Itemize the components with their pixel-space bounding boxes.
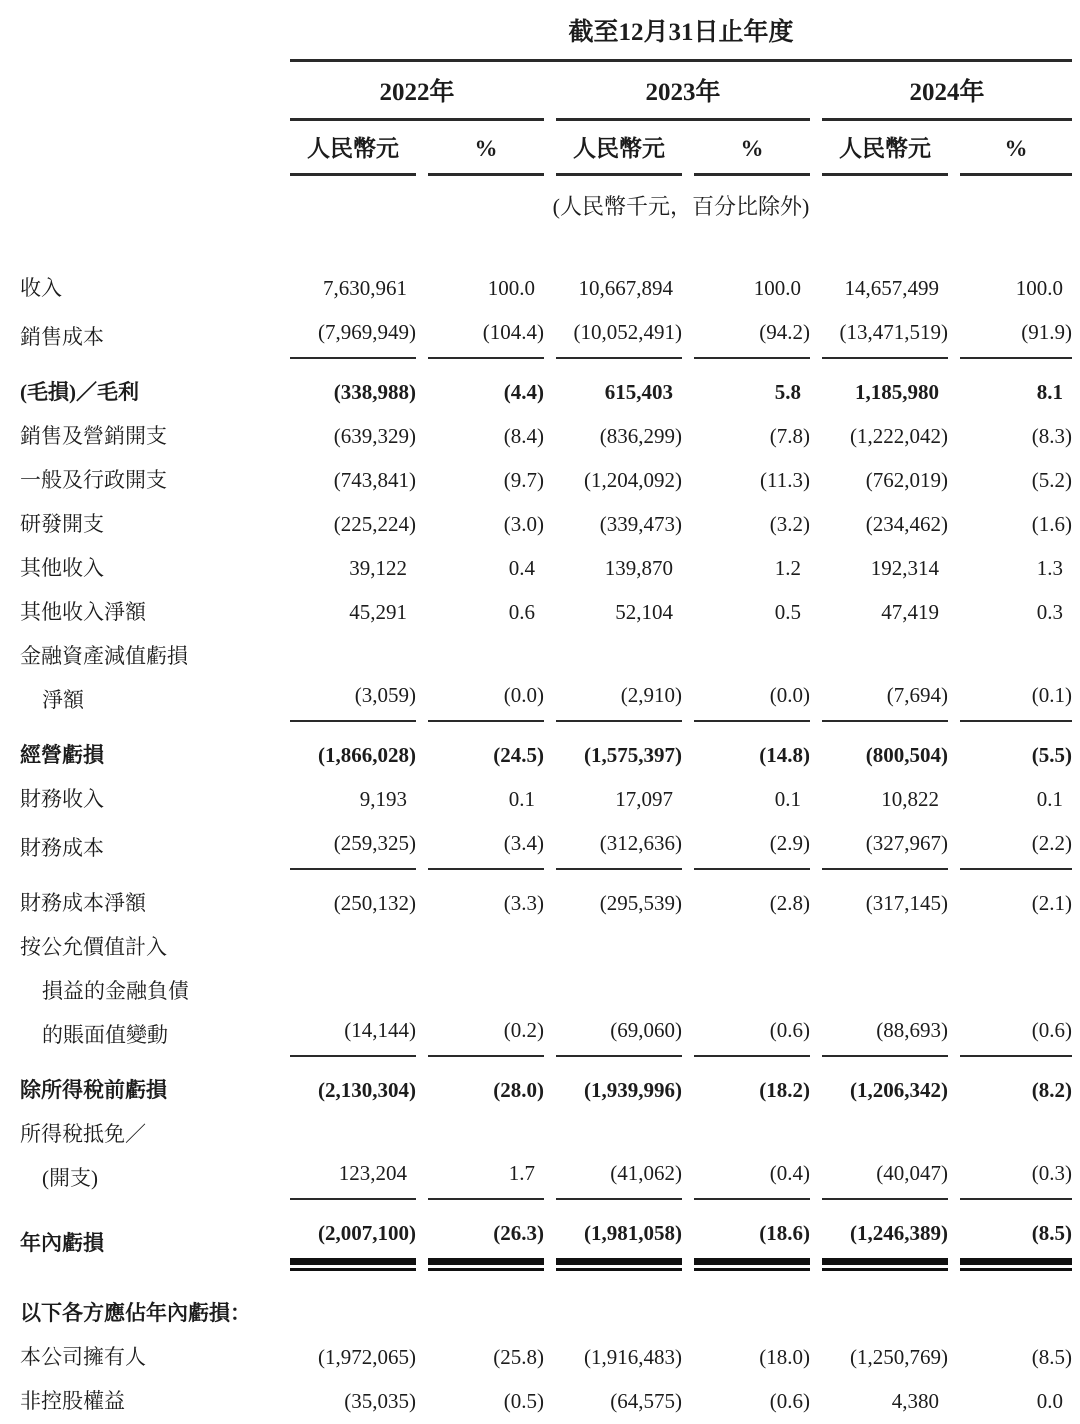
value-cell: (10,052,491) [556,310,682,359]
subheader-percent-2024: % [960,136,1072,176]
value-cell: (41,062) [556,1151,682,1200]
value-cell: 4,380 [891,1389,939,1413]
table-unit-note-row [20,194,1072,220]
row-label-line: 研發開支 [20,512,104,536]
row-label [20,634,278,722]
table-row [20,733,1072,777]
value-cell: (28.0) [493,1078,544,1102]
value-cell: (3.3) [503,891,544,915]
value-cell: (35,035) [344,1389,416,1413]
value-cell: (4.4) [503,380,544,404]
row-label [20,1068,278,1112]
table-row [20,881,1072,925]
value-cell: (3.4) [428,821,544,870]
value-cell: (800,504) [865,743,948,767]
value-cell: 9,193 [359,787,407,811]
table-body [20,266,1072,1423]
row-label [20,826,278,870]
value-cell: (40,047) [822,1151,948,1200]
value-cell: (3,059) [290,673,416,722]
row-label-line: 非控股權益 [20,1389,125,1413]
table-row [20,1335,1072,1379]
value-cell: (250,132) [333,891,416,915]
value-cell: (1,575,397) [584,743,682,767]
value-cell: (8.2) [1031,1078,1072,1102]
table-header-period [20,18,1072,62]
row-label-line: 經營虧損 [20,743,104,767]
value-cell: (0.6) [769,1389,810,1413]
row-label-line: 財務收入 [20,787,104,811]
subheader-amount-2024: 人民幣元 [822,136,948,176]
value-cell: (18.6) [694,1211,810,1265]
value-cell: 45,291 [349,600,407,624]
value-cell: 47,419 [881,600,939,624]
row-label-line: 銷售及營銷開支 [20,424,167,448]
row-label-line: 財務成本 [20,836,104,860]
value-cell: (18.2) [759,1078,810,1102]
value-cell: 10,667,894 [578,276,673,300]
row-label-line: 除所得稅前虧損 [20,1078,167,1102]
row-label [20,502,278,546]
value-cell: (0.6) [960,1008,1072,1057]
value-cell: 8.1 [1036,380,1063,404]
value-cell: (64,575) [610,1389,682,1413]
year-column-2024: 2024年 [822,79,1072,121]
value-cell: 192,314 [870,556,939,580]
row-label [20,1112,278,1200]
value-cell: 14,657,499 [844,276,939,300]
row-label-line: 金融資產減值虧損 [20,644,188,668]
value-cell: (8.3) [1031,424,1072,448]
value-cell: (0.0) [694,673,810,722]
period-header-label: 截至12月31日止年度 [290,18,1072,62]
value-cell: (1.6) [1031,512,1072,536]
value-cell: (639,329) [333,424,416,448]
row-label-line: 的賬面值變動 [42,1023,168,1047]
value-cell: (1,939,996) [584,1078,682,1102]
table-row [20,634,1072,722]
table-row [20,925,1072,1057]
table-row [20,821,1072,870]
table-row [20,1291,1072,1335]
value-cell: (25.8) [493,1345,544,1369]
value-cell: (0.6) [694,1008,810,1057]
value-cell: (91.9) [960,310,1072,359]
value-cell: 0.1 [508,787,535,811]
row-label [20,1379,278,1423]
value-cell: 0.1 [774,787,801,811]
table-row [20,1211,1072,1265]
row-label-line: 銷售成本 [20,325,104,349]
table-row [20,502,1072,546]
value-cell: 0.4 [508,556,535,580]
value-cell: (104.4) [428,310,544,359]
value-cell: (312,636) [556,821,682,870]
value-cell: (2.2) [960,821,1072,870]
row-label [20,1335,278,1379]
subheader-percent-2023: % [694,136,810,176]
table-row [20,310,1072,359]
value-cell: (18.0) [759,1345,810,1369]
value-cell: (3.0) [503,512,544,536]
row-label [20,1291,278,1335]
value-cell: 0.0 [1036,1389,1063,1413]
value-cell: (0.5) [503,1389,544,1413]
row-label [20,315,278,359]
value-cell: (1,866,028) [318,743,416,767]
value-cell: 123,204 [290,1151,416,1200]
value-cell: (2.8) [769,891,810,915]
row-label [20,458,278,502]
value-cell: (69,060) [556,1008,682,1057]
value-cell: (94.2) [694,310,810,359]
value-cell: 0.1 [1036,787,1063,811]
subheader-amount-2022: 人民幣元 [290,136,416,176]
value-cell: 39,122 [349,556,407,580]
value-cell: (225,224) [333,512,416,536]
year-column-2023: 2023年 [556,79,810,121]
row-label [20,777,278,821]
value-cell: (259,325) [290,821,416,870]
table-row [20,266,1072,310]
row-label-line: 以下各方應佔年內虧損： [20,1301,251,1325]
row-label [20,546,278,590]
value-cell: 615,403 [604,380,673,404]
value-cell: 100.0 [753,276,801,300]
row-label [20,414,278,458]
row-label-line: 其他收入 [20,556,104,580]
row-label-line: 按公允價值計入 [20,935,167,959]
value-cell: (339,473) [599,512,682,536]
value-cell: (1,204,092) [584,468,682,492]
value-cell: (8.5) [1031,1345,1072,1369]
value-cell: (1,981,058) [556,1211,682,1265]
value-cell: (1,250,769) [850,1345,948,1369]
value-cell: 100.0 [1015,276,1063,300]
year-column-2022: 2022年 [290,79,544,121]
value-cell: 100.0 [487,276,535,300]
value-cell: (9.7) [503,468,544,492]
value-cell: (5.5) [1031,743,1072,767]
table-row [20,458,1072,502]
table-header-years [20,79,1072,121]
value-cell: (234,462) [865,512,948,536]
value-cell: 0.6 [508,600,535,624]
row-label-line: (開支) [42,1166,98,1190]
value-cell: (762,019) [865,468,948,492]
value-cell: (7,694) [822,673,948,722]
value-cell: (1,222,042) [850,424,948,448]
table-row [20,1068,1072,1112]
value-cell: (0.0) [428,673,544,722]
row-label-line: 年內虧損 [20,1231,104,1255]
unit-note: (人民幣千元，百分比除外) [552,194,810,219]
row-label [20,1221,278,1265]
row-label-line: 損益的金融負債 [42,979,189,1003]
value-cell: (24.5) [493,743,544,767]
value-cell: (13,471,519) [822,310,948,359]
value-cell: (8.4) [503,424,544,448]
table-row [20,1112,1072,1200]
value-cell: 52,104 [615,600,673,624]
value-cell: 17,097 [615,787,673,811]
subheader-amount-2023: 人民幣元 [556,136,682,176]
value-cell: 1,185,980 [855,380,939,404]
table-row [20,777,1072,821]
value-cell: (2.1) [1031,891,1072,915]
value-cell: (836,299) [599,424,682,448]
value-cell: (317,145) [865,891,948,915]
value-cell: (1,972,065) [318,1345,416,1369]
value-cell: 0.5 [774,600,801,624]
row-label-line: 所得稅抵免／ [20,1122,146,1146]
table-header-subcolumns [20,136,1072,176]
value-cell: (7,969,949) [290,310,416,359]
value-cell: (2.9) [694,821,810,870]
value-cell: (0.2) [428,1008,544,1057]
value-cell: (14,144) [290,1008,416,1057]
row-label-line: 財務成本淨額 [20,891,146,915]
value-cell: (1,246,389) [822,1211,948,1265]
value-cell: (0.3) [960,1151,1072,1200]
table-row [20,414,1072,458]
row-label [20,370,278,414]
value-cell: 0.3 [1036,600,1063,624]
value-cell: 1.3 [1036,556,1063,580]
value-cell: (5.2) [1031,468,1072,492]
value-cell: (88,693) [822,1008,948,1057]
row-label [20,881,278,925]
row-label-line: 一般及行政開支 [20,468,167,492]
value-cell: (338,988) [333,380,416,404]
table-row [20,590,1072,634]
value-cell: (2,007,100) [290,1211,416,1265]
subheader-percent-2022: % [428,136,544,176]
value-cell: (7.8) [769,424,810,448]
value-cell: (2,910) [556,673,682,722]
value-cell: (327,967) [822,821,948,870]
table-row [20,1379,1072,1423]
table-row [20,370,1072,414]
value-cell: (8.5) [960,1211,1072,1265]
value-cell: 10,822 [881,787,939,811]
row-label [20,590,278,634]
row-label-line: 收入 [20,276,62,300]
value-cell: (295,539) [599,891,682,915]
value-cell: (0.1) [960,673,1072,722]
row-label-line: 淨額 [42,688,84,712]
row-label-line: 本公司擁有人 [20,1345,146,1369]
value-cell: 139,870 [604,556,673,580]
value-cell: 5.8 [774,380,801,404]
value-cell: (743,841) [333,468,416,492]
value-cell: (2,130,304) [318,1078,416,1102]
value-cell: (3.2) [769,512,810,536]
value-cell: 7,630,961 [323,276,407,300]
value-cell: (26.3) [428,1211,544,1265]
value-cell: (11.3) [760,468,810,492]
row-label-line: 其他收入淨額 [20,600,146,624]
value-cell: (0.4) [694,1151,810,1200]
table-row [20,546,1072,590]
value-cell: 1.7 [428,1151,544,1200]
value-cell: (1,206,342) [850,1078,948,1102]
value-cell: (14.8) [759,743,810,767]
row-label [20,733,278,777]
value-cell: (1,916,483) [584,1345,682,1369]
row-label [20,925,278,1057]
row-label-line: (毛損)／毛利 [20,380,139,404]
value-cell: 1.2 [774,556,801,580]
row-label [20,266,278,310]
